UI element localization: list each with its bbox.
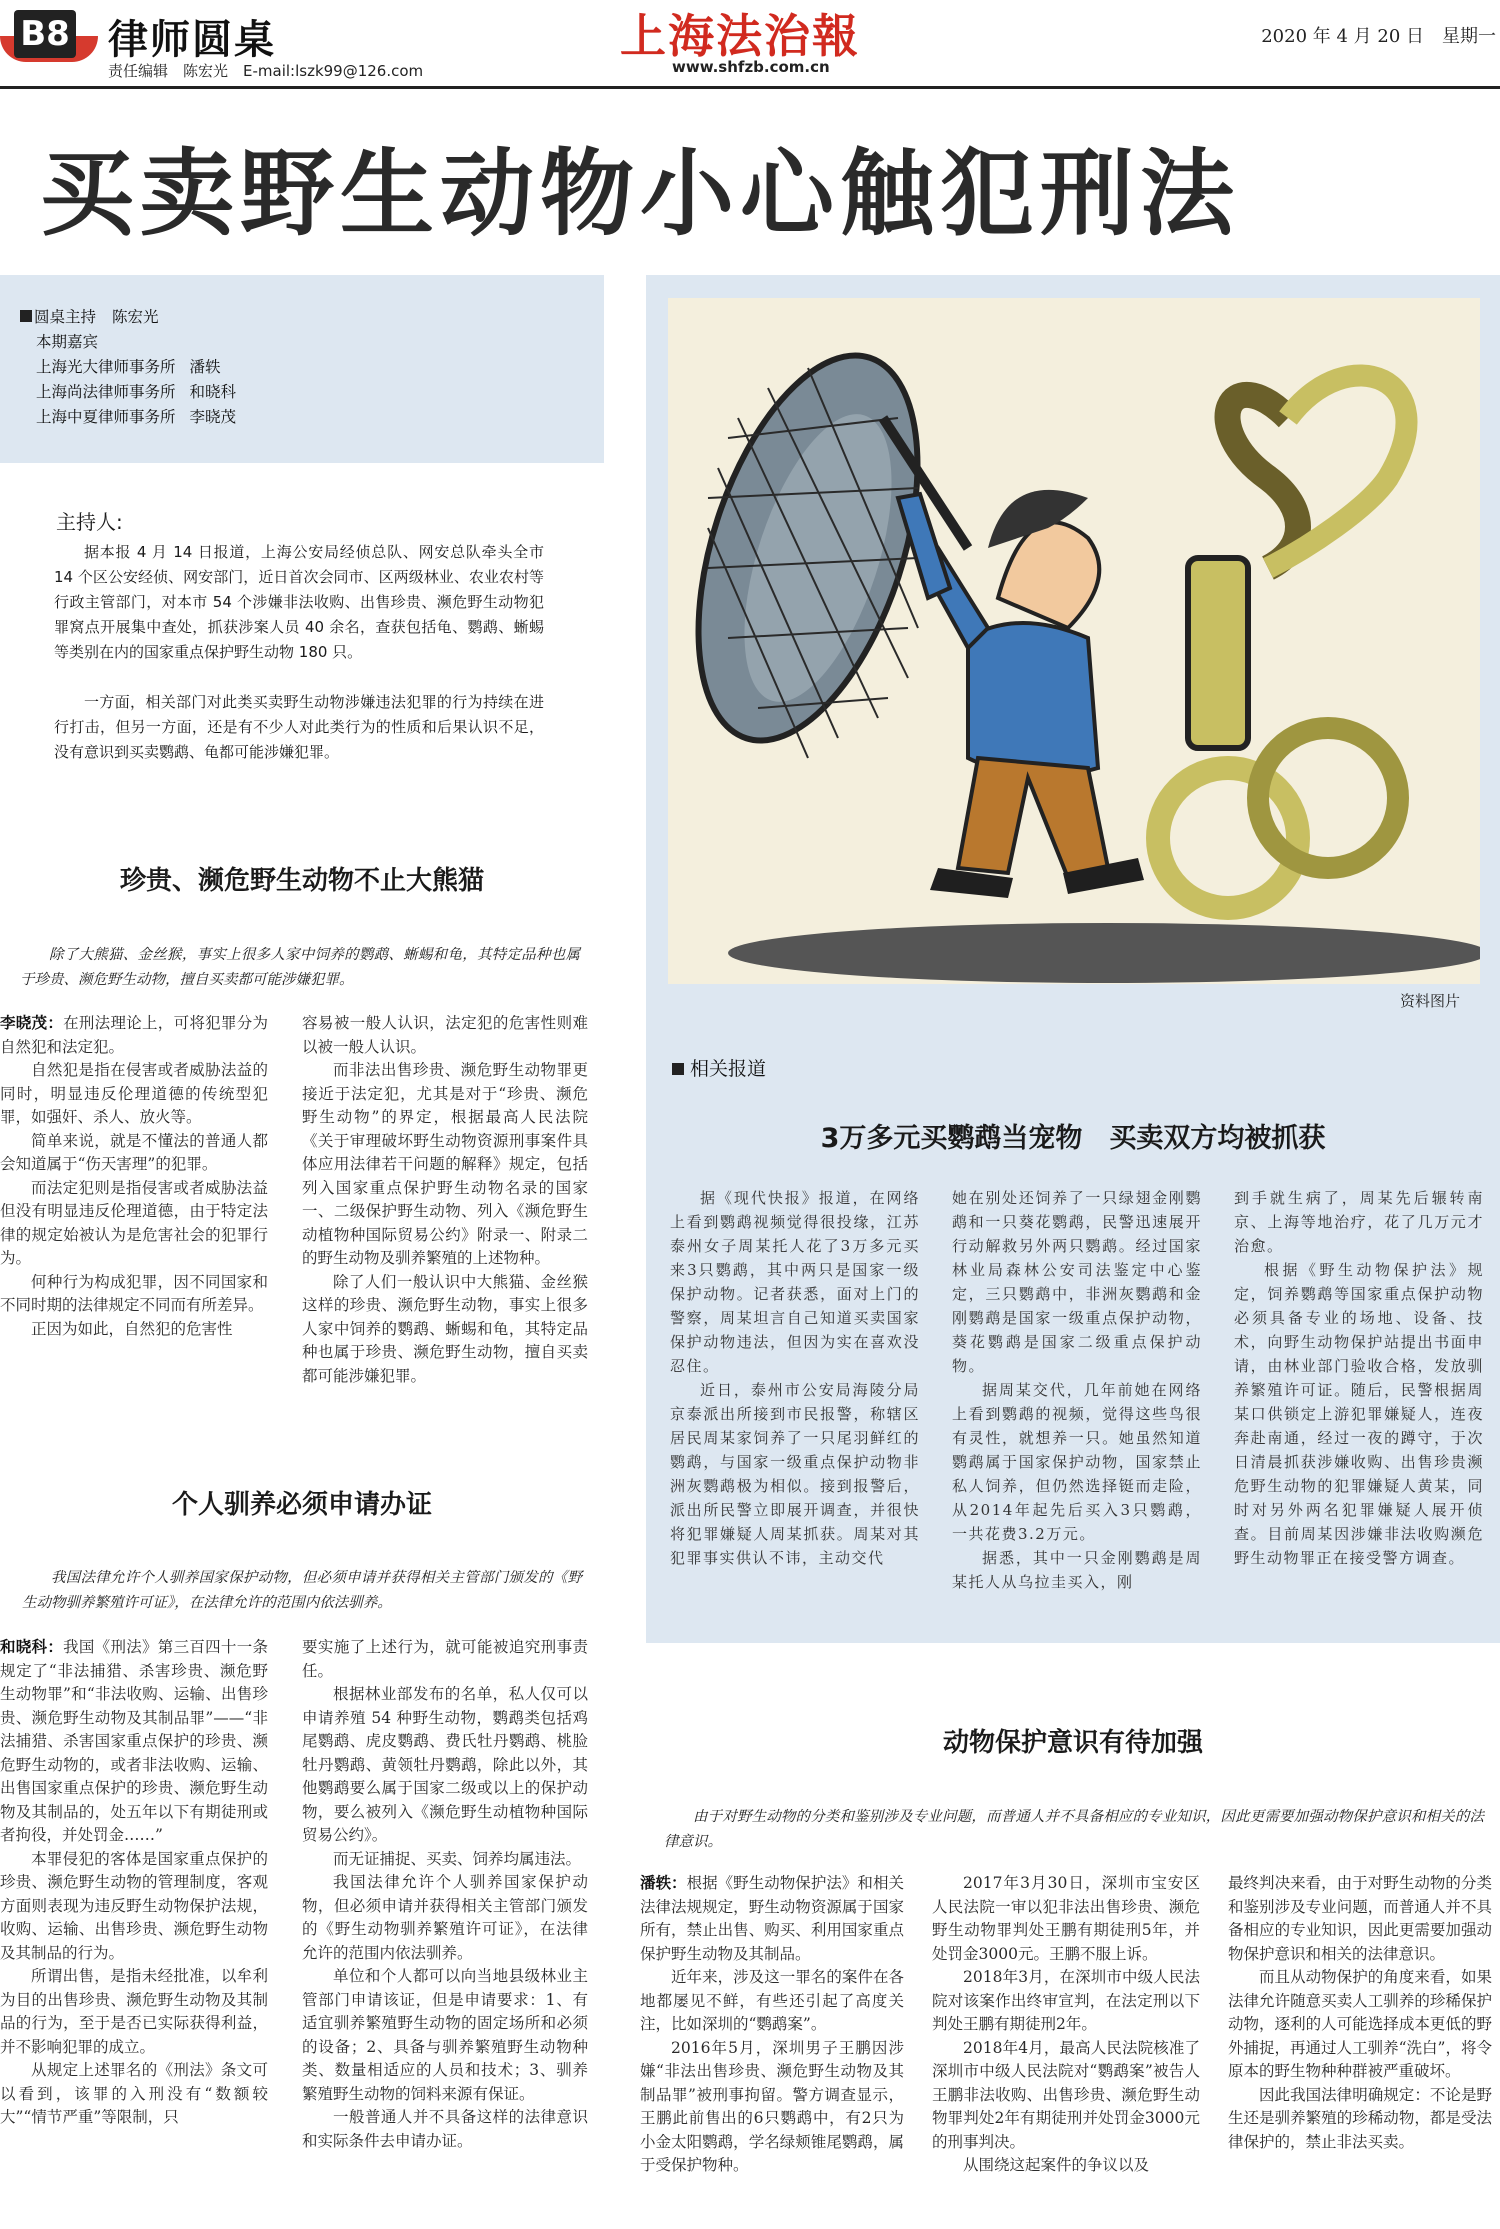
- article-paragraph: 2017年3月30日，深圳市宝安区人民法院一审以犯非法出售珍贵、濒危野生动物罪判处王鹏有期徒刑5年，并处罚金3000元。王鹏不服上诉。: [932, 1874, 1200, 1963]
- article-paragraph: [0, 1636, 268, 1848]
- article-paragraph: 要实施了上述行为，就可能被追究刑事责任。: [302, 1638, 588, 1680]
- section-lead: 由于对野生动物的分类和鉴别涉及专业问题，而普通人并不具备相应的专业知识，因此更需要加强动物保护意识和相关的法律意识。: [664, 1809, 1484, 1850]
- paragraph-text: 在刑法理论上，可将犯罪分为自然犯和法定犯。: [0, 1014, 268, 1056]
- guest-firm: 上海光大律师事务所: [36, 358, 176, 376]
- square-bullet-icon: [20, 310, 32, 322]
- section-title: 律师圆桌: [108, 17, 276, 63]
- article-paragraph: 而法定犯则是指侵害或者威胁法益但没有明显违反伦理道德，由于特定法律的规定始被认为是危害社会的犯罪行为。: [0, 1178, 268, 1267]
- guest-label: 本期嘉宾: [36, 333, 99, 351]
- guest-firm: 上海尚法律师事务所: [36, 383, 176, 401]
- article-paragraph: [640, 1872, 904, 1966]
- section-lead: 我国法律允许个人驯养国家保护动物，但必须申请并获得相关主管部门颁发的《野生动物驯养繁殖许可证》，在法律允许的范围内依法驯养。: [22, 1570, 582, 1611]
- article-column: [0, 1012, 268, 1341]
- article-paragraph: 据周某交代，几年前她在网络上看到鹦鹉的视频，觉得这些鸟很有灵性，就想养一只。她虽然知道鹦鹉属于国家保护动物，国家禁止私人饲养，但仍然选择铤而走险，从2014年起先后买入3只鹦鹉，一共花费3.2万元。: [952, 1381, 1202, 1543]
- related-column: [1234, 1186, 1484, 1570]
- article-column: [0, 1636, 268, 2130]
- article-paragraph: 近日，泰州市公安局海陵分局京泰派出所接到市民报警，称辖区居民周某家饲养了一只尾羽鲜红的鹦鹉，与国家一级重点保护动物非洲灰鹦鹉极为相似。接到报警后，派出所民警立即展开调查，并很快将犯罪嫌疑人周某抓获。周某对其犯罪事实供认不讳，主动交代: [670, 1381, 920, 1567]
- section-lead: 除了大熊猫、金丝猴，事实上很多人家中饲养的鹦鹉、蜥蜴和龟，其特定品种也属于珍贵、濒危野生动物，擅自买卖都可能涉嫌犯罪。: [20, 947, 580, 988]
- intro-paragraph: 据本报 4 月 14 日报道，上海公安局经侦总队、网安总队牵头全市 14 个区公安经侦、网安部门，近日首次会同市、区两级林业、农业农村等行政主管部门，对本市 54 个涉嫌非法收购、出售珍贵、濒危野生动物犯罪窝点开展集中查处，抓获涉案人员 40 余名，查获包括龟、鹦鹉、蜥蜴等类别在内的国家重点保护野生动物 180 只。: [54, 543, 544, 661]
- article-paragraph: 简单来说，就是不懂法的普通人都会知道属于“伤天害理”的犯罪。: [0, 1131, 268, 1173]
- article-paragraph: 她在别处还饲养了一只绿翅金刚鹦鹉和一只葵花鹦鹉，民警迅速展开行动解救另外两只鹦鹉。经过国家林业局森林公安司法鉴定中心鉴定，三只鹦鹉中，非洲灰鹦鹉和金刚鹦鹉是国家一级重点保护动物，葵花鹦鹉是国家二级重点保护动物。: [952, 1189, 1202, 1375]
- masthead: [0, 0, 1500, 92]
- related-label-text: 相关报道: [690, 1058, 767, 1080]
- article-paragraph: 2016年5月，深圳男子王鹏因涉嫌“非法出售珍贵、濒危野生动物及其制品罪”被刑事拘留。警方调查显示，王鹏此前售出的6只鹦鹉中，有2只为小金太阳鹦鹉，学名绿颊锥尾鹦鹉，属于受保护物种。: [640, 2038, 904, 2174]
- article-paragraph: 一般普通人并不具备这样的法律意识和实际条件去申请办证。: [302, 2108, 588, 2150]
- article-paragraph: 据悉，其中一只金刚鹦鹉是周某托人从乌拉圭买入，刚: [952, 1549, 1202, 1591]
- article-paragraph: 2018年4月，最高人民法院核准了深圳市中级人民法院对“鹦鹉案”被告人王鹏非法收购、出售珍贵、濒危野生动物罪判处2年有期徒刑并处罚金3000元的刑事判决。: [932, 2038, 1200, 2151]
- article-paragraph: 最终判决来看，由于对野生动物的分类和鉴别涉及专业问题，而普通人并不具备相应的专业知识，因此更需要加强动物保护意识和相关的法律意识。: [1228, 1874, 1492, 1963]
- section-heading: 个人驯养必须申请办证: [171, 1490, 432, 1520]
- article-column: [302, 1636, 588, 2153]
- masthead-rule: [0, 86, 1500, 89]
- article-paragraph: 单位和个人都可以向当地县级林业主管部门申请该证，但是申请要求：1、有适宜驯养繁殖野生动物的固定场所和必须的设备；2、具备与驯养繁殖野生动物种类、数量相适应的人员和技术；3、驯养繁殖野生动物的饲料来源有保证。: [302, 1967, 588, 2103]
- article-paragraph: 本罪侵犯的客体是国家重点保护的珍贵、濒危野生动物的管理制度，客观方面则表现为违反野生动物保护法规，收购、运输、出售珍贵、濒危野生动物及其制品的行为。: [0, 1849, 268, 1962]
- article-paragraph: 到手就生病了，周某先后辗转南京、上海等地治疗，花了几万元才治愈。: [1234, 1189, 1484, 1255]
- guest-box: [0, 275, 604, 463]
- article-paragraph: 据《现代快报》报道，在网络上看到鹦鹉视频觉得很投缘，江苏泰州女子周某托人花了3万多元买来3只鹦鹉，其中两只是国家一级保护动物。记者获悉，面对上门的警察，周某坦言自己知道买卖国家保护动物违法，但因为实在喜欢没忍住。: [670, 1189, 920, 1375]
- speaker-name: 和晓科：: [0, 1638, 64, 1656]
- article-paragraph: 容易被一般人认识，法定犯的危害性则难以被一般人认识。: [302, 1014, 588, 1056]
- article-paragraph: 我国法律允许个人驯养国家保护动物，但必须申请并获得相关主管部门颁发的《野生动物驯养繁殖许可证》，在法律允许的范围内依法驯养。: [302, 1873, 588, 1962]
- guest-item: [20, 405, 604, 430]
- intro-paragraph: 一方面，相关部门对此类买卖野生动物涉嫌违法犯罪的行为持续在进行打击，但另一方面，还是有不少人对此类行为的性质和后果认识不足，没有意识到买卖鹦鹉、龟都可能涉嫌犯罪。: [54, 693, 544, 761]
- host-name: 陈宏光: [112, 308, 159, 326]
- page-number: B8: [14, 10, 76, 58]
- square-bullet-icon: [672, 1063, 684, 1075]
- article-paragraph: 从围绕这起案件的争议以及: [963, 2156, 1150, 2174]
- page-headline: 买卖野生动物小心触犯刑法: [40, 140, 1241, 249]
- guest-item: [20, 380, 604, 405]
- article-paragraph: 从规定上述罪名的《刑法》条文可以看到，该罪的入刑没有“数额较大”“情节严重”等限制，只: [0, 2061, 268, 2126]
- guest-item: [20, 355, 604, 380]
- article-paragraph: [0, 1012, 268, 1059]
- guest-name: 和晓科: [189, 383, 237, 401]
- newspaper-url[interactable]: www.shfzb.com.cn: [672, 58, 830, 76]
- newspaper-logo: 上海法治報: [620, 9, 860, 63]
- speaker-name: 潘轶：: [640, 1874, 687, 1892]
- article-column: [1228, 1872, 1492, 2154]
- article-paragraph: 除了人们一般认识中大熊猫、金丝猴这样的珍贵、濒危野生动物，事实上很多人家中饲养的鹦鹉、蜥蜴和龟，其特定品种也属于珍贵、濒危野生动物，擅自买卖都可能涉嫌犯罪。: [302, 1272, 588, 1385]
- article-column: [302, 1012, 588, 1388]
- guest-name: 李晓茂: [189, 408, 237, 426]
- cartoon-illustration: [668, 298, 1480, 984]
- related-column: [952, 1186, 1202, 1594]
- guest-firm: 上海中夏律师事务所: [36, 408, 176, 426]
- article-paragraph: 所谓出售，是指未经批准，以牟利为目的出售珍贵、濒危野生动物及其制品的行为，至于是否已实际获得利益，并不影响犯罪的成立。: [0, 1967, 268, 2056]
- host-heading: 主持人:: [56, 510, 123, 534]
- article-paragraph: 因此我国法律明确规定：不论是野生还是驯养繁殖的珍稀动物，都是受法律保护的，禁止非法买卖。: [1228, 2085, 1492, 2151]
- section-heading: 珍贵、濒危野生动物不止大熊猫: [119, 866, 484, 896]
- article-paragraph: 而非法出售珍贵、濒危野生动物罪更接近于法定犯，尤其是对于“珍贵、濒危野生动物”的界定，根据最高人民法院《关于审理破坏野生动物资源刑事案件具体应用法律若干问题的解释》规定，包括列入国家重点保护野生动物名录的国家一、二级保护野生动物、列入《濒危野生动植物种国际贸易公约》附录一、附录二的野生动物及驯养繁殖的上述物种。: [302, 1061, 588, 1267]
- issue-date: 2020 年 4 月 20 日 星期一: [1261, 26, 1496, 47]
- guest-name: 潘轶: [189, 358, 221, 376]
- host-label: 圆桌主持: [34, 308, 97, 326]
- article-paragraph: 近年来，涉及这一罪名的案件在各地都屡见不鲜，有些还引起了高度关注，比如深圳的“鹦鹉案”。: [640, 1968, 904, 2033]
- related-heading: 3万多元买鹦鹉当宠物 买卖双方均被抓获: [820, 1123, 1326, 1154]
- image-credit: 资料图片: [1400, 992, 1461, 1010]
- article-paragraph: 而无证捕捉、买卖、饲养均属违法。: [333, 1849, 582, 1868]
- article-column: [932, 1872, 1200, 2178]
- related-column: [670, 1186, 920, 1570]
- paragraph-text: 根据《野生动物保护法》和相关法律法规规定，野生动物资源属于国家所有，禁止出售、购买、利用国家重点保护野生动物及其制品。: [640, 1874, 904, 1963]
- article-paragraph: 根据《野生动物保护法》规定，饲养鹦鹉等国家重点保护动物必须具备专业的场地、设备、技术，向野生动物保护站提出书面申请，由林业部门验收合格，发放驯养繁殖许可证。随后，民警根据周某口供锁定上游犯罪嫌疑人，连夜奔赴南通，经过一夜的蹲守，于次日清晨抓获涉嫌收购、出售珍贵濒危野生动物的犯罪嫌疑人黄某，同时对另外两名犯罪嫌疑人展开侦查。目前周某因涉嫌非法收购濒危野生动物罪正在接受警方调查。: [1234, 1261, 1484, 1567]
- section-heading: 动物保护意识有待加强: [942, 1728, 1203, 1758]
- paragraph-text: 我国《刑法》第三百四十一条规定了“非法捕猎、杀害珍贵、濒危野生动物罪”和“非法收购、运输、出售珍贵、濒危野生动物及其制品罪”——“非法捕猎、杀害国家重点保护的珍贵、濒危野生动物的，或者非法收购、运输、出售国家重点保护的珍贵、濒危野生动物及其制品的，处五年以下有期徒刑或者拘役，并处罚金……”: [0, 1638, 268, 1844]
- article-column: [640, 1872, 904, 2178]
- speaker-name: 李晓茂：: [0, 1014, 64, 1032]
- host-row: [20, 305, 604, 330]
- article-paragraph: 自然犯是指在侵害或者威胁法益的同时，明显违反伦理道德的传统型犯罪，如强奸、杀人、放火等。: [0, 1061, 268, 1126]
- article-paragraph: 何种行为构成犯罪，因不同国家和不同时期的法律规定不同而有所差异。: [0, 1272, 268, 1314]
- illustration-graphic: [668, 298, 1480, 984]
- article-paragraph: 而且从动物保护的角度来看，如果法律允许随意买卖人工驯养的珍稀保护动物，逐利的人可能选择成本更低的野外捕捉，再通过人工驯养“洗白”，将令原本的野生物种种群被严重破坏。: [1228, 1968, 1492, 2080]
- article-paragraph: 2018年3月，在深圳市中级人民法院对该案作出终审宣判，在法定刑以下判处王鹏有期徒刑2年。: [932, 1968, 1200, 2033]
- article-paragraph: 根据林业部发布的名单，私人仅可以申请养殖 54 种野生动物，鹦鹉类包括鸡尾鹦鹉、虎皮鹦鹉、费氏牡丹鹦鹉、桃脸牡丹鹦鹉、黄领牡丹鹦鹉，除此以外，其他鹦鹉要么属于国家二级或以上的保护动物，要么被列入《濒危野生动植物种国际贸易公约》。: [302, 1685, 588, 1844]
- editor-credit: 责任编辑 陈宏光 E-mail:lszk99@126.com: [108, 62, 424, 80]
- article-paragraph: 正因为如此，自然犯的危害性: [31, 1319, 233, 1338]
- related-report-label: [672, 1054, 766, 1081]
- page-number-badge: [0, 6, 98, 62]
